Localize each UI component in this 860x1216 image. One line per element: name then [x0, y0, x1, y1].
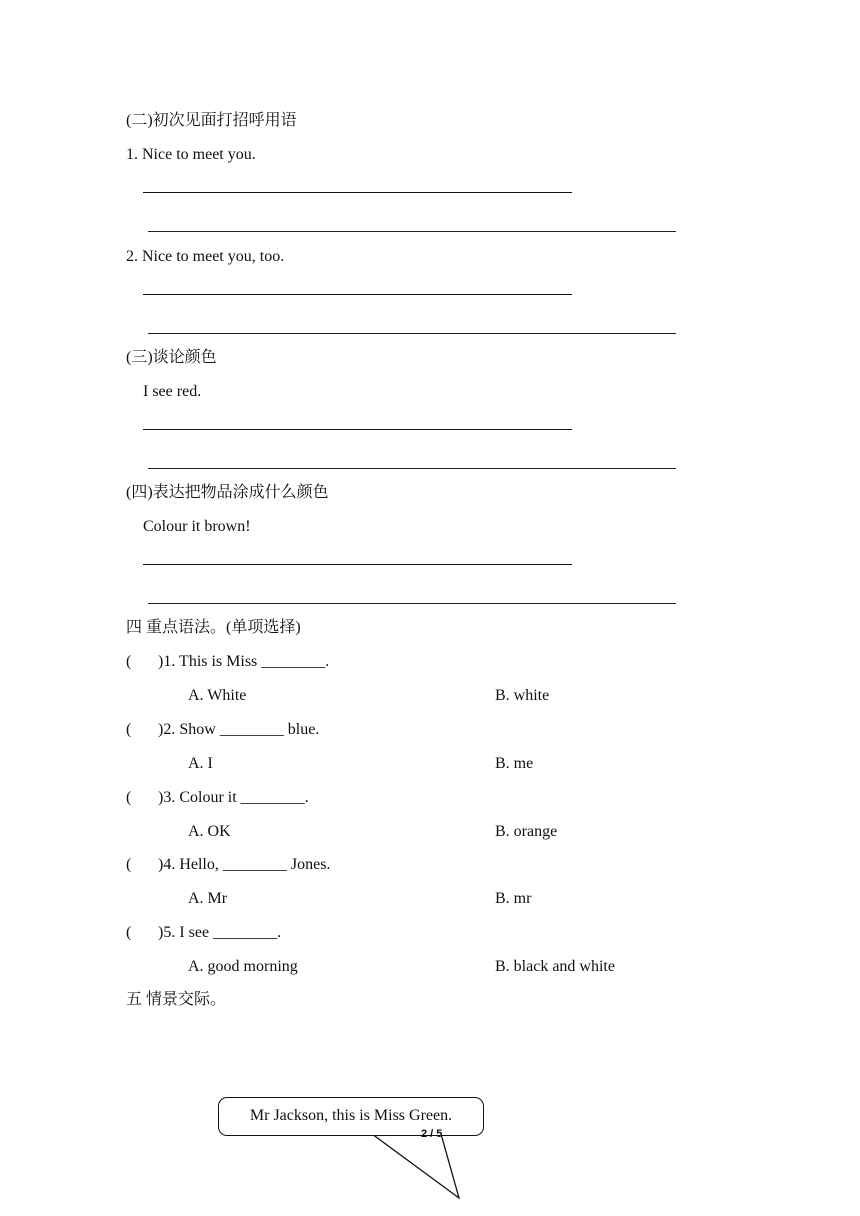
option-a[interactable]: A. OK: [188, 823, 231, 840]
answer-bracket[interactable]: (: [126, 789, 132, 806]
section-heading-colours: (三)谈论颜色: [126, 349, 217, 366]
answer-bracket[interactable]: (: [126, 721, 132, 738]
page-number: 2 / 5: [421, 1128, 443, 1140]
sentence-1: 1. Nice to meet you.: [126, 146, 256, 163]
sentence-2: 2. Nice to meet you, too.: [126, 248, 285, 265]
part-heading-grammar: 四 重点语法。(单项选择): [126, 619, 301, 636]
sentence-colour-it-brown: Colour it brown!: [143, 518, 251, 535]
part-heading-situational: 五 情景交际。: [126, 991, 227, 1008]
sentence-i-see-red: I see red.: [143, 383, 202, 400]
option-a[interactable]: A. I: [188, 755, 213, 772]
question-stem: )4. Hello, ________ Jones.: [158, 856, 331, 873]
option-b[interactable]: B. black and white: [495, 958, 615, 975]
question-stem: )3. Colour it ________.: [158, 789, 309, 806]
section-heading-colour-it: (四)表达把物品涂成什么颜色: [126, 484, 329, 501]
option-a[interactable]: A. White: [188, 687, 247, 704]
option-b[interactable]: B. white: [495, 687, 550, 704]
option-a[interactable]: A. good morning: [188, 958, 298, 975]
speech-bubble: [218, 1097, 484, 1136]
option-b[interactable]: B. me: [495, 755, 534, 772]
question-stem: )5. I see ________.: [158, 924, 282, 941]
speech-bubble-text: Mr Jackson, this is Miss Green.: [249, 1107, 453, 1124]
option-a[interactable]: A. Mr: [188, 890, 228, 907]
option-b[interactable]: B. mr: [495, 890, 532, 907]
answer-bracket[interactable]: (: [126, 653, 132, 670]
option-b[interactable]: B. orange: [495, 823, 558, 840]
question-stem: )2. Show ________ blue.: [158, 721, 320, 738]
question-stem: )1. This is Miss ________.: [158, 653, 330, 670]
section-heading-greeting: (二)初次见面打招呼用语: [126, 112, 297, 129]
answer-bracket[interactable]: (: [126, 924, 132, 941]
answer-bracket[interactable]: (: [126, 856, 132, 873]
